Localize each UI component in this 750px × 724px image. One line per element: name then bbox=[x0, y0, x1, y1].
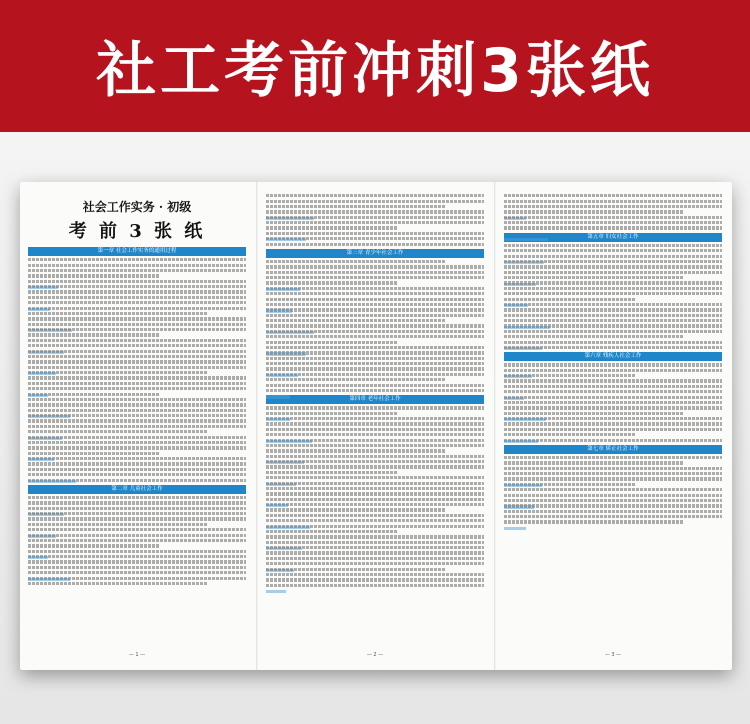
fine-print-line bbox=[28, 355, 246, 358]
fine-print-line bbox=[504, 520, 683, 523]
fine-print-line bbox=[504, 244, 722, 247]
fine-print-line bbox=[28, 517, 246, 520]
fine-print-line bbox=[504, 396, 722, 399]
fine-print-line bbox=[28, 323, 246, 326]
fine-print-line bbox=[28, 403, 246, 406]
fine-print-line bbox=[28, 371, 207, 374]
fine-print-line bbox=[504, 194, 722, 197]
doc-subject-title: 社会工作实务 · 初级 bbox=[82, 200, 192, 214]
fine-print-line bbox=[266, 439, 484, 442]
fine-print-line bbox=[504, 335, 683, 338]
fine-print-line bbox=[266, 433, 484, 436]
fine-print-line bbox=[504, 494, 722, 497]
fine-print-line bbox=[504, 281, 722, 284]
doc-main-title: 考 前 3 张 纸 bbox=[68, 221, 206, 242]
fine-print-line bbox=[504, 200, 722, 203]
fine-print-line bbox=[504, 472, 722, 475]
fine-print-line bbox=[266, 319, 445, 322]
fine-print-line bbox=[266, 406, 484, 409]
page-number: — 1 — bbox=[128, 652, 146, 658]
fine-print-line bbox=[28, 264, 246, 267]
fine-print-line bbox=[504, 216, 722, 219]
fine-print-line bbox=[266, 271, 484, 274]
fine-print-line bbox=[266, 498, 484, 501]
fine-print-line bbox=[504, 515, 722, 518]
fine-print-line bbox=[266, 367, 484, 370]
fine-print-line bbox=[28, 360, 246, 363]
fine-print-line bbox=[266, 530, 397, 533]
fine-print-line bbox=[266, 573, 484, 576]
fine-print-line bbox=[266, 519, 484, 522]
fine-print-line bbox=[266, 378, 445, 381]
fine-print-line bbox=[504, 276, 683, 279]
fine-print-line bbox=[266, 237, 484, 240]
fine-print-line bbox=[28, 534, 246, 537]
fine-print-line bbox=[28, 496, 246, 499]
sheet-column-1 bbox=[28, 192, 246, 662]
fine-print-line bbox=[504, 461, 683, 464]
fine-print-line bbox=[266, 276, 484, 279]
fine-print-line bbox=[266, 216, 484, 219]
fine-print-line bbox=[28, 430, 207, 433]
fine-print-line bbox=[266, 303, 484, 306]
fine-print-line bbox=[266, 508, 445, 511]
fine-print-line bbox=[28, 307, 246, 310]
fine-print-line bbox=[266, 265, 484, 268]
fine-print-line bbox=[504, 499, 722, 502]
fine-print-line bbox=[266, 362, 484, 365]
fine-print-line bbox=[504, 260, 722, 263]
fine-print-line bbox=[28, 258, 246, 261]
section-header: 第一章 社会工作实务的通用过程 bbox=[28, 247, 246, 256]
fine-print-line bbox=[504, 510, 722, 513]
fine-print-line bbox=[28, 398, 246, 401]
fine-print-line bbox=[28, 382, 246, 385]
fine-print-line bbox=[266, 341, 397, 344]
fine-print-line bbox=[504, 205, 722, 208]
fine-print-line bbox=[504, 265, 722, 268]
fine-print-line bbox=[266, 482, 484, 485]
fine-print-line bbox=[504, 488, 722, 491]
fine-print-line bbox=[28, 452, 159, 455]
fine-print-line bbox=[504, 255, 722, 258]
fine-print-line bbox=[266, 335, 484, 338]
highlighted-term bbox=[266, 590, 286, 593]
fine-print-line bbox=[266, 546, 484, 549]
fine-print-line bbox=[266, 503, 484, 506]
fine-print-line bbox=[28, 501, 246, 504]
highlighted-term bbox=[504, 238, 548, 241]
fine-print-line bbox=[266, 471, 397, 474]
fine-print-line bbox=[266, 346, 484, 349]
fine-print-line bbox=[504, 412, 683, 415]
fine-print-line bbox=[504, 401, 722, 404]
fine-print-line bbox=[28, 577, 246, 580]
fine-print-line bbox=[28, 285, 246, 288]
fine-print-line bbox=[28, 328, 246, 331]
fine-print-line bbox=[28, 344, 246, 347]
fine-print-line bbox=[504, 210, 683, 213]
section-header: 第七章 矫正社会工作 bbox=[504, 445, 722, 454]
fine-print-line bbox=[504, 292, 722, 295]
fine-print-line bbox=[28, 479, 246, 482]
fine-print-line bbox=[266, 417, 484, 420]
fine-print-line bbox=[28, 550, 246, 553]
fine-print-line bbox=[266, 535, 484, 538]
fine-print-line bbox=[266, 465, 484, 468]
fine-print-line bbox=[266, 281, 397, 284]
fine-print-line bbox=[28, 366, 246, 369]
section-header: 第四章 老年社会工作 bbox=[266, 395, 484, 404]
fine-print-line bbox=[28, 566, 246, 569]
fine-print-line bbox=[504, 287, 722, 290]
fine-print-line bbox=[266, 449, 445, 452]
fine-print-line bbox=[266, 525, 484, 528]
fine-print-line bbox=[266, 292, 484, 295]
fine-print-line bbox=[504, 330, 722, 333]
fine-print-line bbox=[266, 330, 484, 333]
fine-print-line bbox=[28, 409, 246, 412]
fine-print-line bbox=[28, 419, 246, 422]
fine-print-line bbox=[28, 317, 246, 320]
fine-print-line bbox=[28, 457, 246, 460]
fine-print-line bbox=[266, 584, 484, 587]
fine-print-line bbox=[28, 312, 207, 315]
fine-print-line bbox=[266, 422, 484, 425]
fine-print-line bbox=[28, 274, 159, 277]
fine-print-line bbox=[28, 387, 246, 390]
fine-print-line bbox=[28, 560, 246, 563]
fine-print-line bbox=[266, 210, 484, 213]
fine-print-line bbox=[28, 507, 246, 510]
fine-print-line bbox=[266, 428, 484, 431]
fine-print-line bbox=[266, 476, 484, 479]
fine-print-line bbox=[28, 333, 159, 336]
fine-print-line bbox=[504, 303, 722, 306]
fine-print-line bbox=[266, 314, 484, 317]
fine-print-line bbox=[28, 528, 246, 531]
section-header: 第二章 儿童社会工作 bbox=[28, 485, 246, 494]
fine-print-line bbox=[266, 200, 484, 203]
fold-line bbox=[256, 182, 258, 670]
fine-print-line bbox=[28, 339, 246, 342]
fine-print-line bbox=[28, 441, 246, 444]
page-number: — 3 — bbox=[604, 652, 622, 658]
fine-print-line bbox=[504, 428, 722, 431]
fine-print-line bbox=[28, 280, 246, 283]
fine-print-line bbox=[28, 301, 246, 304]
fine-print-line bbox=[28, 425, 246, 428]
highlighted-term bbox=[266, 395, 290, 398]
fine-print-line bbox=[504, 433, 635, 436]
fine-print-line bbox=[266, 412, 397, 415]
fine-print-line bbox=[504, 324, 722, 327]
fine-print-line bbox=[504, 369, 722, 372]
fine-print-line bbox=[504, 477, 722, 480]
highlighted-term bbox=[504, 527, 526, 530]
fine-print-line bbox=[28, 269, 246, 272]
fine-print-line bbox=[504, 249, 722, 252]
fine-print-line bbox=[266, 351, 484, 354]
fine-print-line bbox=[28, 468, 246, 471]
fine-print-line bbox=[28, 473, 246, 476]
fine-print-line bbox=[266, 221, 484, 224]
fine-print-line bbox=[504, 467, 722, 470]
fine-print-line bbox=[504, 271, 722, 274]
title-banner bbox=[0, 0, 750, 132]
fine-print-line bbox=[504, 504, 722, 507]
fine-print-line bbox=[28, 544, 159, 547]
fine-print-line bbox=[28, 539, 246, 542]
fine-print-line bbox=[266, 487, 484, 490]
fine-print-line bbox=[266, 492, 484, 495]
fine-print-line bbox=[266, 308, 484, 311]
fine-print-line bbox=[28, 582, 207, 585]
fine-print-line bbox=[504, 314, 722, 317]
fine-print-line bbox=[504, 439, 722, 442]
fine-print-line bbox=[504, 379, 722, 382]
fine-print-line bbox=[504, 308, 722, 311]
fine-print-line bbox=[266, 389, 484, 392]
fine-print-line bbox=[266, 568, 445, 571]
fine-print-line bbox=[266, 514, 484, 517]
fine-print-line bbox=[266, 460, 484, 463]
section-header: 第三章 青少年社会工作 bbox=[266, 249, 484, 258]
fine-print-line bbox=[504, 226, 722, 229]
fine-print-line bbox=[504, 456, 722, 459]
fine-print-line bbox=[266, 194, 484, 197]
fine-print-line bbox=[28, 555, 246, 558]
fine-print-line bbox=[28, 571, 246, 574]
fine-print-line bbox=[266, 384, 484, 387]
fine-print-line bbox=[266, 373, 484, 376]
fine-print-line bbox=[266, 562, 484, 565]
fine-print-line bbox=[266, 324, 484, 327]
fine-print-line bbox=[266, 578, 484, 581]
fine-print-line bbox=[266, 455, 484, 458]
fine-print-line bbox=[28, 462, 246, 465]
fine-print-line bbox=[266, 287, 484, 290]
fine-print-line bbox=[266, 232, 484, 235]
fine-print-line bbox=[28, 290, 246, 293]
banner-title: 社工考前冲刺3张纸 bbox=[96, 36, 654, 106]
study-sheet bbox=[20, 182, 732, 670]
fine-print-line bbox=[504, 483, 635, 486]
fold-line bbox=[494, 182, 496, 670]
sheet-column-3 bbox=[504, 192, 722, 662]
fine-print-line bbox=[28, 512, 246, 515]
fine-print-line bbox=[28, 523, 207, 526]
fine-print-line bbox=[266, 243, 484, 246]
fine-print-line bbox=[266, 205, 445, 208]
fine-print-line bbox=[266, 541, 484, 544]
fine-print-line bbox=[504, 417, 722, 420]
fine-print-line bbox=[28, 376, 246, 379]
fine-print-line bbox=[28, 414, 246, 417]
fine-print-line bbox=[504, 341, 722, 344]
fine-print-line bbox=[504, 363, 722, 366]
fine-print-line bbox=[266, 551, 484, 554]
fine-print-line bbox=[266, 444, 484, 447]
fine-print-line bbox=[504, 319, 722, 322]
fine-print-line bbox=[504, 390, 722, 393]
fine-print-line bbox=[266, 226, 397, 229]
sheet-column-2 bbox=[266, 192, 484, 662]
fine-print-line bbox=[504, 422, 722, 425]
fine-print-line bbox=[266, 260, 445, 263]
section-header: 第六章 残疾人社会工作 bbox=[504, 352, 722, 361]
fine-print-line bbox=[504, 298, 635, 301]
fine-print-line bbox=[266, 557, 484, 560]
fine-print-line bbox=[504, 374, 635, 377]
fine-print-line bbox=[28, 436, 246, 439]
fine-print-line bbox=[504, 221, 722, 224]
fine-print-line bbox=[28, 393, 159, 396]
fine-print-line bbox=[504, 406, 722, 409]
page-number: — 2 — bbox=[366, 652, 384, 658]
fine-print-line bbox=[28, 350, 246, 353]
section-header: 第五章 妇女社会工作 bbox=[504, 233, 722, 242]
fine-print-line bbox=[28, 446, 246, 449]
fine-print-line bbox=[28, 296, 246, 299]
fine-print-line bbox=[266, 298, 484, 301]
fine-print-line bbox=[504, 346, 722, 349]
fine-print-line bbox=[266, 357, 484, 360]
fine-print-line bbox=[504, 385, 722, 388]
